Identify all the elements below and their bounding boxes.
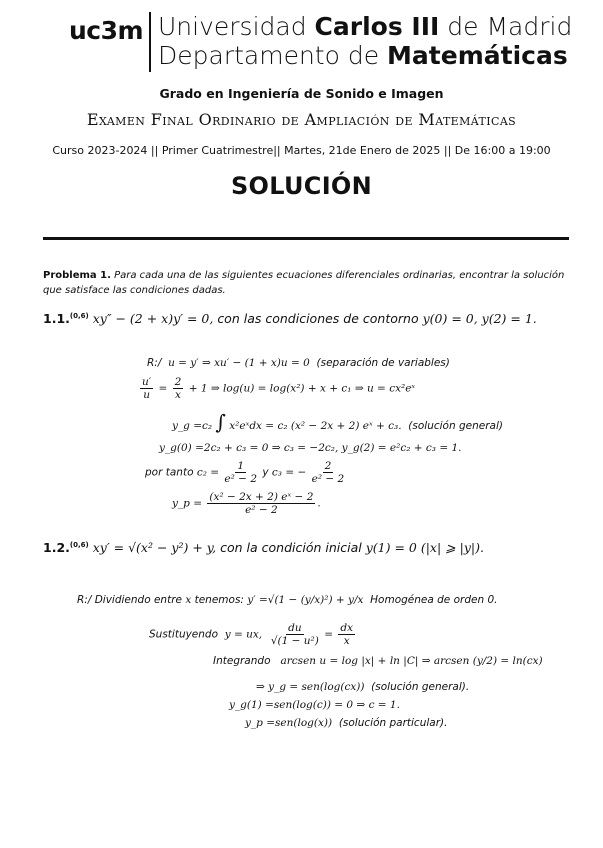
q1-s6-lhs: y_p = (172, 497, 203, 510)
q1-s5-f1-num: 1 (237, 460, 245, 472)
q1-step-4 (159, 442, 462, 454)
q1-step-1 (147, 357, 450, 369)
q2-s1-math: y′ =√(1 − (y/x)²) + y/x (247, 594, 364, 606)
solution-title: SOLUCIÓN (230, 172, 373, 200)
problem-text: Para cada una de las siguientes ecuaciones diferenciales ordinarias, encontrar la solución que satisface las condiciones dadas. (43, 270, 565, 296)
q2-s6-note: (solución particular). (338, 717, 448, 729)
q1-equation: xy″ − (2 + x)y′ = 0, (92, 311, 214, 326)
q2-s1-note: Homogénea de orden 0. (370, 594, 498, 606)
q2-weight: (0,6) (69, 540, 89, 549)
problem-label: Problema 1. (43, 270, 111, 281)
degree-title: Grado en Ingeniería de Sonido e Imagen (159, 86, 444, 101)
q1-s6-end: . (317, 497, 321, 510)
uc3m-logo: uc3m (69, 16, 144, 45)
q1-s2-frac-num: u′ (142, 376, 152, 388)
q1-s5-f2-num: 2 (324, 460, 332, 472)
question-1-2 (43, 540, 484, 555)
department-line-b: Matemáticas (387, 41, 568, 70)
q1-s3-integral: ∫ (215, 410, 226, 434)
q1-s1-note: (separación de variables) (316, 357, 450, 369)
q2-step-2 (149, 622, 357, 647)
q2-s2-label: Sustituyendo (149, 628, 219, 641)
q2-s3-label: Integrando (213, 655, 271, 667)
q1-s2-frac2-den: x (175, 389, 181, 401)
q1-conditions: y(0) = 0, y(2) = 1. (422, 311, 537, 326)
q1-text: con las condiciones de contorno (217, 311, 419, 326)
q1-weight: (0,6) (69, 311, 89, 320)
q1-s2-frac2-num: 2 (174, 376, 182, 388)
logo-divider (149, 12, 151, 72)
q2-step-1 (77, 594, 497, 606)
university-line1-c: de Madrid (439, 12, 573, 41)
q2-s1-label: R:/ Dividiendo entre (77, 594, 182, 606)
q2-s2-math: y = ux, (224, 628, 263, 641)
q1-s2-frac-den: u (143, 389, 150, 401)
course-info: Curso 2023-2024 || Primer Cuatrimestre|| Martes, 21de Enero de 2025 || De 16:00 a 19:00 (52, 144, 551, 157)
q2-s1-x: x (185, 594, 192, 606)
q1-step-5 (145, 460, 346, 485)
q1-s5-f1-den: e² − 2 (224, 473, 257, 485)
q2-s4-math: ⇒ y_g = sen(log(cx)) (256, 681, 365, 693)
q2-number: 1.2. (43, 540, 70, 555)
department-line-a: Departamento de (158, 41, 388, 70)
q2-s4-note: (solución general). (371, 681, 470, 693)
q1-s1-label: R:/ (147, 357, 162, 369)
university-name (158, 12, 572, 70)
q2-step-3 (213, 655, 543, 667)
q1-s5-label: por tanto (145, 466, 194, 479)
university-line1-b: Carlos III (314, 12, 440, 41)
q1-step-3 (172, 410, 503, 434)
q1-s5-mid: y (262, 466, 269, 479)
header-rule (43, 237, 569, 240)
q2-step-5 (229, 699, 400, 711)
university-line1-a: Universidad (158, 12, 315, 41)
q1-number: 1.1. (43, 311, 70, 326)
q2-s2-eq: = (324, 628, 333, 641)
q1-s3-note: (solución general) (408, 420, 503, 432)
q1-s3-lhs: y_g =c₂ (172, 420, 213, 432)
q2-s2-f1-den: √(1 − u²) (270, 635, 319, 647)
q1-step-6 (172, 491, 321, 516)
problem-statement (43, 268, 571, 298)
q2-step-4 (256, 681, 469, 693)
q1-s2-math: + 1 ⇒ log(u) = log(x²) + x + c₁ ⇒ u = cx²eˣ (188, 382, 416, 395)
q2-s2-f2-num: dx (340, 622, 353, 634)
q1-s3-math: x²eˣdx = c₂ (x² − 2x + 2) eˣ + c₃. (229, 420, 402, 432)
q1-s1-math: u = y′ ⇒ xu′ − (1 + x)u = 0 (168, 357, 310, 369)
q1-s6-num: (x² − 2x + 2) eˣ − 2 (209, 491, 314, 503)
q2-s6-math: y_p =sen(log(x)) (245, 717, 333, 729)
q2-s2-f2-den: x (343, 635, 350, 647)
q2-s3-math: arcsen u = log |x| + ln |C| ⇒ arcsen (y/2) = ln(cx) (280, 655, 543, 667)
q1-s6-den: e² − 2 (245, 504, 278, 516)
q2-s2-f1-num: du (288, 622, 302, 634)
q2-equation: xy′ = √(x² − y²) + y, (92, 540, 217, 555)
q2-s1-text: tenemos: (194, 594, 244, 606)
q2-text: con la condición inicial (220, 540, 362, 555)
q2-step-6 (245, 717, 447, 729)
q2-conditions: y(1) = 0 (|x| ⩾ |y|). (365, 540, 484, 555)
q1-s2-eq: = (158, 382, 168, 395)
q1-s5-a: c₂ = (196, 466, 220, 479)
q1-s4-math: y_g(0) =2c₂ + c₃ = 0 ⇒ c₃ = −2c₂, y_g(2) = e²c₂ + c₃ = 1. (159, 442, 462, 454)
q1-s5-f2-den: e² − 2 (311, 473, 345, 485)
q1-s5-b: c₃ = − (271, 466, 307, 479)
q1-step-2 (138, 376, 415, 401)
q2-s5-math: y_g(1) =sen(log(c)) = 0 ⇒ c = 1. (229, 699, 400, 711)
question-1-1 (43, 311, 537, 326)
exam-title: Examen Final Ordinario de Ampliación de Matemáticas (86, 110, 517, 129)
